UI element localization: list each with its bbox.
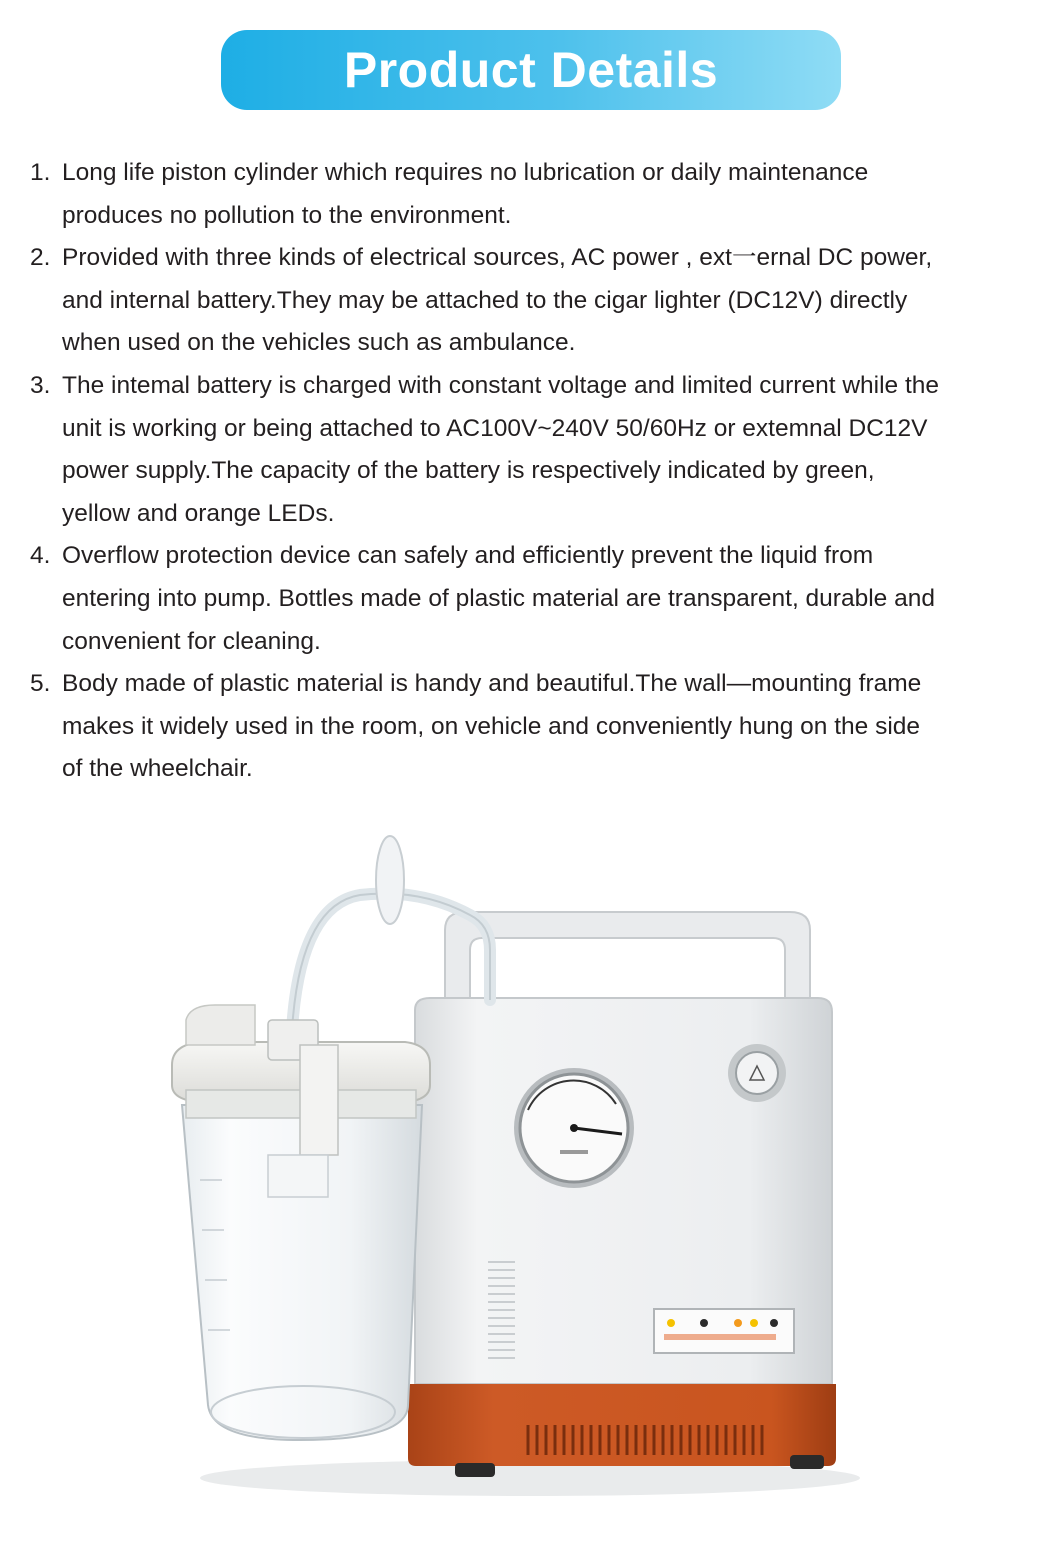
float-tube xyxy=(268,1155,328,1197)
led-yellow xyxy=(750,1319,758,1327)
regulator-knob-icon xyxy=(728,1044,786,1102)
lid-hook xyxy=(186,1005,255,1045)
product-details-list xyxy=(30,152,1040,791)
list-item-text: Provided with three kinds of electrical sources, AC power , ext一ernal DC power, and internal battery.They may be attached to the cigar lighter (DC12V) directly when used on the vehicles such as ambulance. xyxy=(62,244,933,357)
led-orange xyxy=(734,1319,742,1327)
carry-handle xyxy=(445,912,810,1000)
led-black xyxy=(700,1319,708,1327)
list-item-number: 5. xyxy=(30,670,51,698)
led-yellow xyxy=(667,1319,675,1327)
list-item-number: 2. xyxy=(30,244,51,272)
base-vent xyxy=(528,1425,762,1455)
list-item xyxy=(30,152,1040,237)
overflow-valve xyxy=(300,1045,338,1155)
header-banner xyxy=(221,30,841,110)
list-item-text: Overflow protection device can safely and efficiently prevent the liquid from entering into pump. Bottles made of plastic material are transparent, durable and convenient for cleaning. xyxy=(62,542,935,655)
list-item xyxy=(30,237,1040,365)
list-item-number: 4. xyxy=(30,542,51,570)
foot xyxy=(790,1455,824,1469)
list-item xyxy=(30,535,1040,663)
list-item-text: Long life piston cylinder which requires no lubrication or daily maintenance produces no pollution to the environment. xyxy=(62,159,869,229)
led-indicator-panel xyxy=(654,1309,794,1353)
list-item-number: 3. xyxy=(30,371,51,399)
list-item-number: 1. xyxy=(30,159,51,186)
page-title: Product Details xyxy=(343,42,719,98)
foot xyxy=(455,1463,495,1477)
vacuum-gauge-icon xyxy=(514,1068,634,1188)
list-item xyxy=(30,365,1040,535)
pump-base xyxy=(408,1384,836,1466)
filter xyxy=(376,836,404,924)
led-black xyxy=(770,1319,778,1327)
list-item-text: Body made of plastic material is handy and beautiful.The wall—mounting frame makes it widely used in the room, on vehicle and conveniently hung on the side of the wheelchair. xyxy=(62,670,922,783)
suction-pump-photo xyxy=(150,820,870,1520)
list-item xyxy=(30,663,1040,791)
list-item-text: The intemal battery is charged with constant voltage and limited current while the unit is working or being attached to AC100V~240V 50/60Hz or extemnal DC12V power supply.The capacity of the battery is respectively indicated by green, yellow and orange LEDs. xyxy=(62,371,940,527)
